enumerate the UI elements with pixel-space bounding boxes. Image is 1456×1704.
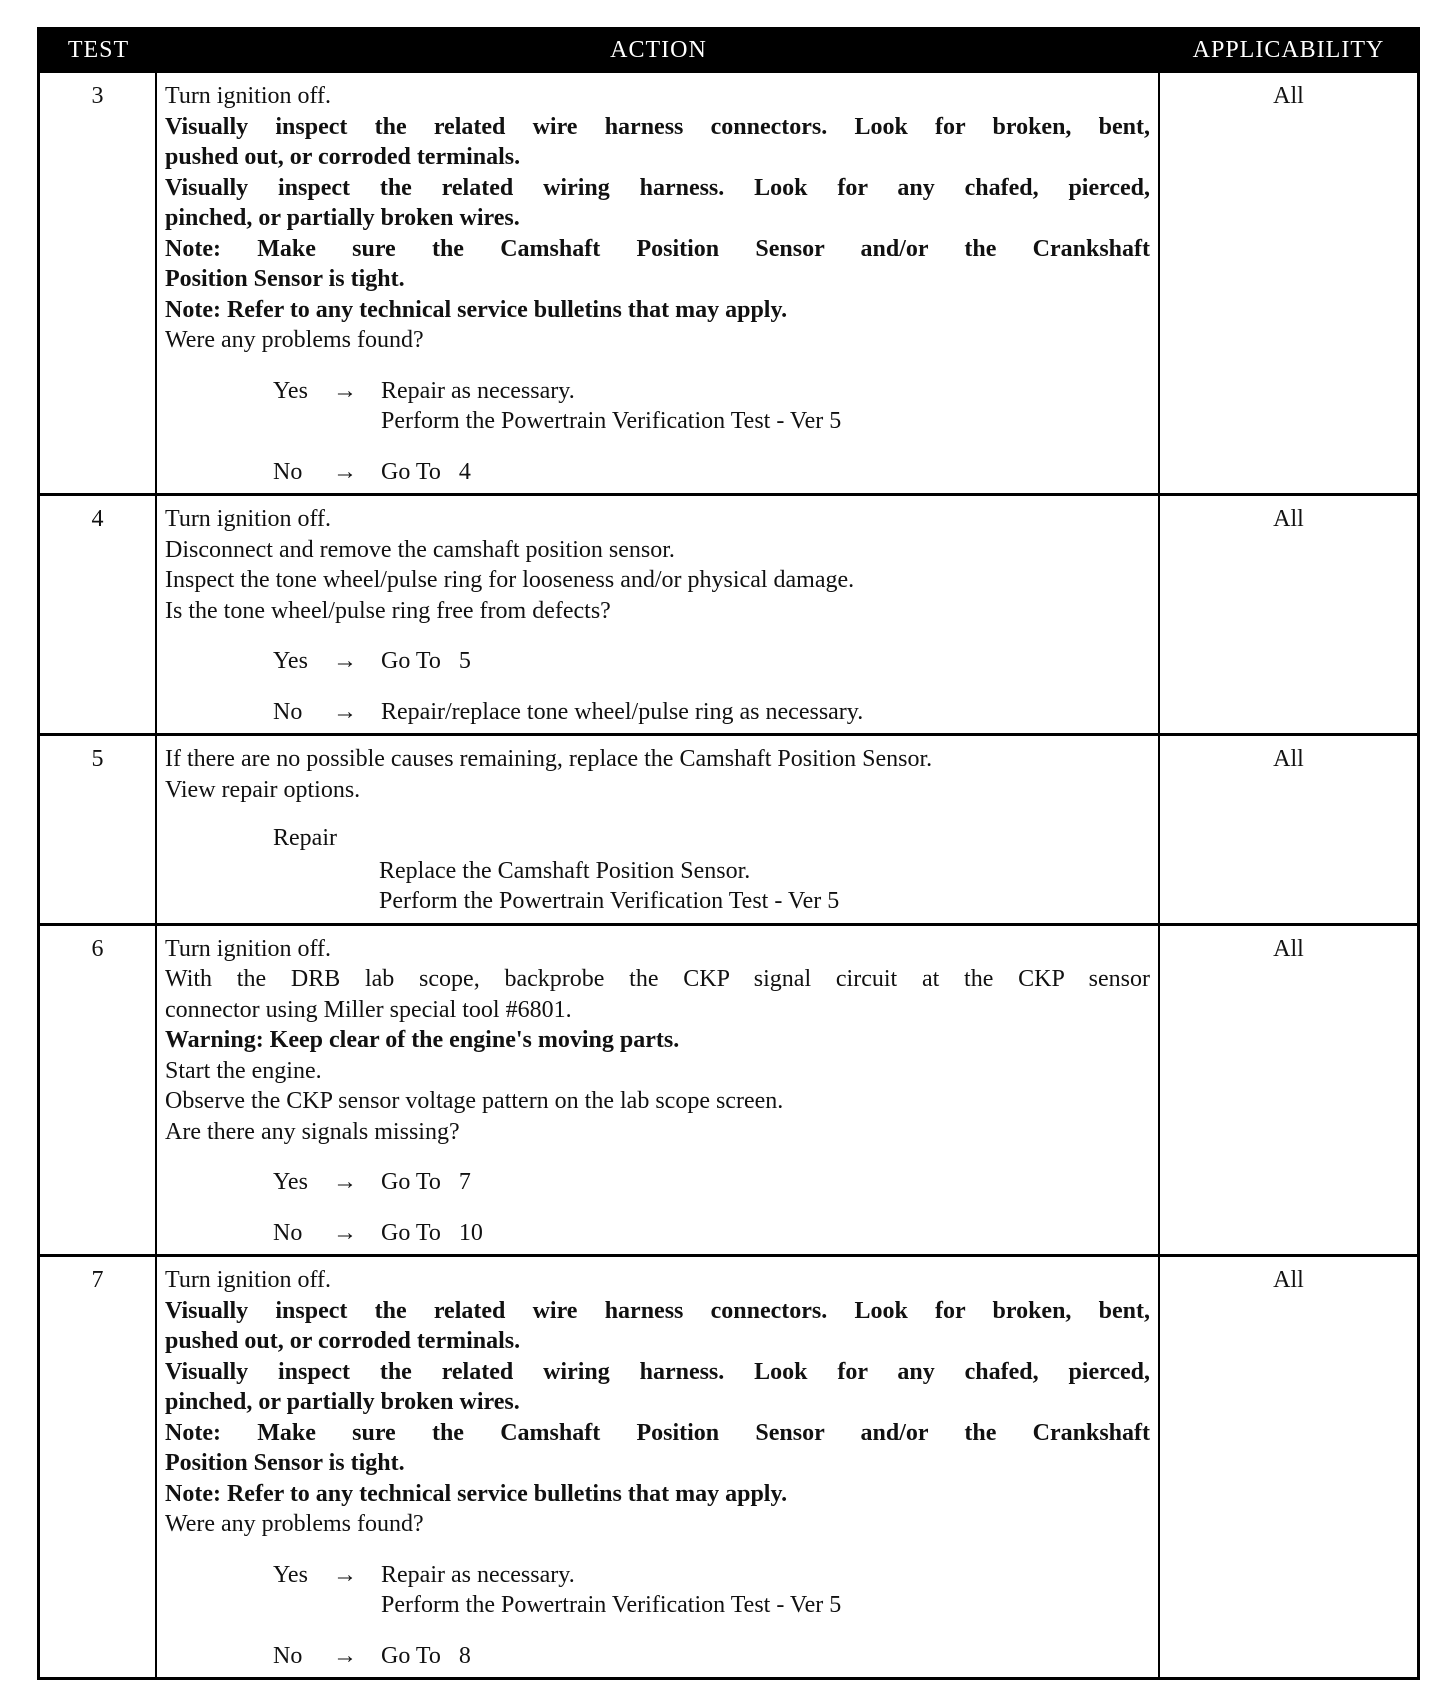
test-number: 7 xyxy=(40,1257,157,1677)
question-text: Were any problems found? xyxy=(165,327,424,353)
action-cell xyxy=(157,736,1160,923)
branch-label: No xyxy=(273,1642,303,1669)
repair-result-line: Replace the Camshaft Position Sensor. xyxy=(379,857,751,884)
question-text: Is the tone wheel/pulse ring free from defects? xyxy=(165,597,611,624)
step-text: Turn ignition off. xyxy=(165,935,332,962)
step-text: Start the engine. xyxy=(165,1057,322,1084)
branch-result xyxy=(381,1560,841,1621)
branch-list xyxy=(273,1167,1150,1248)
arrow-icon: → xyxy=(333,1561,357,1588)
step-text: Turn ignition off. xyxy=(165,506,332,532)
branch-no xyxy=(273,1218,1150,1249)
question-text: Are there any signals missing? xyxy=(165,1118,460,1145)
note-text: Note: Make sure the Camshaft Position Sensor and/or the Crankshaft xyxy=(165,1419,1150,1446)
branch-label: Yes xyxy=(273,377,308,404)
branch-result-line: Go To 4 xyxy=(381,458,471,485)
arrow-icon: → xyxy=(333,648,357,674)
table-header xyxy=(40,30,1417,70)
step-text: pushed out, or corroded terminals. xyxy=(165,1328,521,1354)
branch-yes xyxy=(273,646,1150,677)
step-text: Visually inspect the related wiring harness. Look for any chafed, pierced, xyxy=(165,174,1150,201)
branch-result-line: Go To 7 xyxy=(381,1169,471,1195)
action-cell xyxy=(157,1257,1160,1677)
branch-result xyxy=(381,457,471,488)
applicability-value: All xyxy=(1273,935,1304,962)
step-text: pinched, or partially broken wires. xyxy=(165,205,520,231)
branch-yes xyxy=(273,1167,1150,1198)
branch-result xyxy=(381,1167,471,1198)
note-text: Note: Refer to any technical service bulletins that may apply. xyxy=(165,296,788,323)
step-text: Turn ignition off. xyxy=(165,1267,332,1293)
branch-no xyxy=(273,697,1150,728)
note-text: Position Sensor is tight. xyxy=(165,1450,405,1476)
repair-result xyxy=(379,856,1150,917)
arrow-icon: → xyxy=(333,1642,357,1669)
step-text: Observe the CKP sensor voltage pattern on the lab scope screen. xyxy=(165,1088,784,1114)
branch-list xyxy=(273,376,1150,488)
arrow-icon: → xyxy=(333,1219,357,1246)
branch-result xyxy=(381,1218,483,1249)
branch-label: Yes xyxy=(273,1561,308,1588)
question-text: Were any problems found? xyxy=(165,1511,424,1537)
branch-label: Yes xyxy=(273,1169,308,1195)
repair-options xyxy=(273,823,1150,917)
table-row-test-5 xyxy=(40,733,1417,923)
note-text: Note: Make sure the Camshaft Position Sensor and/or the Crankshaft xyxy=(165,235,1150,262)
branch-no xyxy=(273,457,1150,488)
arrow-icon: → xyxy=(333,377,357,404)
step-text: With the DRB lab scope, backprobe the CKP signal circuit at the CKP sensor xyxy=(165,966,1150,992)
step-text: If there are no possible causes remaining, replace the Camshaft Position Sensor. xyxy=(165,746,933,772)
applicability-value: All xyxy=(1273,83,1304,109)
test-number: 3 xyxy=(40,73,157,493)
applicability-value: All xyxy=(1273,506,1304,532)
branch-result-line: Go To 8 xyxy=(381,1642,471,1669)
table-row-test-4 xyxy=(40,493,1417,733)
branch-result-line: Repair/replace tone wheel/pulse ring as necessary. xyxy=(381,698,864,725)
step-text: pinched, or partially broken wires. xyxy=(165,1389,520,1415)
branch-result-line: Perform the Powertrain Verification Test - Ver 5 xyxy=(381,1592,842,1618)
step-text: Disconnect and remove the camshaft position sensor. xyxy=(165,536,675,563)
diagnostic-table xyxy=(37,27,1420,1680)
branch-yes xyxy=(273,376,1150,437)
branch-result-line: Repair as necessary. xyxy=(381,1561,575,1588)
table-row-test-7 xyxy=(40,1254,1417,1677)
note-text: Position Sensor is tight. xyxy=(165,266,405,292)
test-number: 6 xyxy=(40,926,157,1255)
applicability-value: All xyxy=(1273,746,1304,772)
step-text: View repair options. xyxy=(165,776,361,803)
repair-label: Repair xyxy=(273,825,337,851)
branch-label: No xyxy=(273,1219,303,1246)
warning-text: Warning: Keep clear of the engine's moving parts. xyxy=(165,1027,680,1053)
branch-result-line: Perform the Powertrain Verification Test - Ver 5 xyxy=(381,408,842,434)
table-row-test-3 xyxy=(40,70,1417,493)
branch-yes xyxy=(273,1560,1150,1621)
branch-result-line: Go To 5 xyxy=(381,648,471,674)
note-text: Note: Refer to any technical service bulletins that may apply. xyxy=(165,1480,788,1507)
step-text: connector using Miller special tool #6801. xyxy=(165,996,572,1023)
step-text: Visually inspect the related wire harness connectors. Look for broken, bent, xyxy=(165,1297,1150,1324)
step-text: Visually inspect the related wiring harness. Look for any chafed, pierced, xyxy=(165,1358,1150,1385)
branch-result-line: Repair as necessary. xyxy=(381,377,575,404)
header-test: TEST xyxy=(67,36,130,63)
branch-result xyxy=(381,697,863,728)
header-action: ACTION xyxy=(610,36,707,63)
step-text: Turn ignition off. xyxy=(165,83,332,109)
branch-label: No xyxy=(273,458,303,485)
arrow-icon: → xyxy=(333,1169,357,1195)
action-cell xyxy=(157,73,1160,493)
applicability-value: All xyxy=(1273,1267,1304,1293)
branch-label: Yes xyxy=(273,648,308,674)
branch-list xyxy=(273,646,1150,727)
branch-result xyxy=(381,1641,471,1672)
repair-result-line: Perform the Powertrain Verification Test - Ver 5 xyxy=(379,888,840,914)
action-cell xyxy=(157,926,1160,1255)
test-number: 4 xyxy=(40,496,157,733)
test-number: 5 xyxy=(40,736,157,923)
arrow-icon: → xyxy=(333,698,357,725)
step-text: Visually inspect the related wire harness connectors. Look for broken, bent, xyxy=(165,113,1150,140)
arrow-icon: → xyxy=(333,458,357,485)
branch-result xyxy=(381,646,471,677)
branch-result xyxy=(381,376,841,437)
branch-label: No xyxy=(273,698,303,725)
table-row-test-6 xyxy=(40,923,1417,1255)
branch-result-line: Go To 10 xyxy=(381,1219,483,1246)
step-text: pushed out, or corroded terminals. xyxy=(165,144,521,170)
branch-no xyxy=(273,1641,1150,1672)
step-text: Inspect the tone wheel/pulse ring for looseness and/or physical damage. xyxy=(165,567,855,593)
branch-list xyxy=(273,1560,1150,1672)
header-applicability: APPLICABILITY xyxy=(1192,36,1385,63)
action-cell xyxy=(157,496,1160,733)
